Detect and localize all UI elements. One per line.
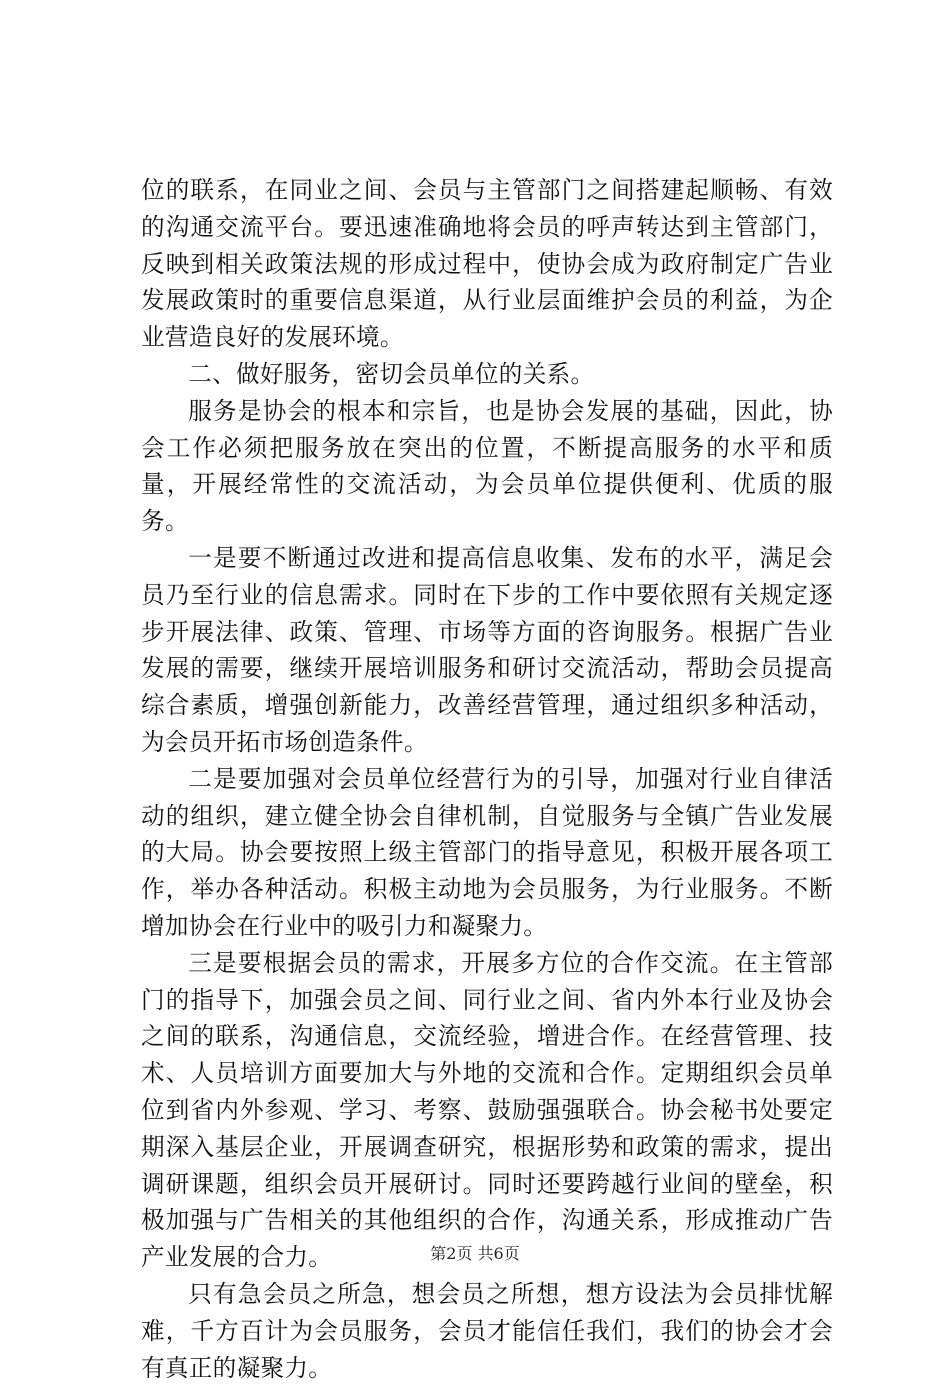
paragraph: 二是要加强对会员单位经营行为的引导，加强对行业自律活动的组织，建立健全协会自律机制，自觉服务与全镇广告业发展的大局。协会要按照上级主管部门的指导意见，积极开展各项工作，举办各种活动。积极主动地为会员服务，为行业服务。不断增加协会在行业中的吸引力和凝聚力。 [141, 764, 833, 940]
paragraph: 三是要根据会员的需求，开展多方位的合作交流。在主管部门的指导下，加强会员之间、同行业之间、省内外本行业及协会之间的联系，沟通信息，交流经验，增进合作。在经营管理、技术、人员培训方面要加大与外地的交流和合作。定期组织会员单位到省内外参观、学习、考察、鼓励强强联合。协会秘书处要定期深入基层企业，开展调查研究，根据形势和政策的需求，提出调研课题，组织会员开展研讨。同时还要跨越行业间的壁垒，积极加强与广告相关的其他组织的合作，沟通关系，形成推动广告产业发展的合力。 [141, 948, 833, 1272]
paragraph: 只有急会员之所急，想会员之所想，想方设法为会员排忧解难，千方百计为会员服务，会员才能信任我们，我们的协会才会有真正的凝聚力。 [141, 1279, 833, 1382]
page-number-footer: 第2页 共6页 [430, 1244, 520, 1263]
paragraph-continuation: 位的联系，在同业之间、会员与主管部门之间搭建起顺畅、有效的沟通交流平台。要迅速准确地将会员的呼声转达到主管部门，反映到相关政策法规的形成过程中，使协会成为政府制定广告业发展政策时的重要信息渠道，从行业层面维护会员的利益，为企业营造良好的发展环境。 [141, 176, 833, 352]
document-body [141, 172, 833, 1386]
paragraph: 一是要不断通过改进和提高信息收集、发布的水平，满足会员乃至行业的信息需求。同时在下步的工作中要依照有关规定逐步开展法律、政策、管理、市场等方面的咨询服务。根据广告业发展的需要，继续开展培训服务和研讨交流活动，帮助会员提高综合素质，增强创新能力，改善经营管理，通过组织多种活动，为会员开拓市场创造条件。 [141, 543, 833, 756]
section-heading: 二、做好服务，密切会员单位的关系。 [188, 359, 595, 388]
paragraph: 服务是协会的根本和宗旨，也是协会发展的基础，因此，协会工作必须把服务放在突出的位置，不断提高服务的水平和质量，开展经常性的交流活动，为会员单位提供便利、优质的服务。 [141, 396, 833, 536]
